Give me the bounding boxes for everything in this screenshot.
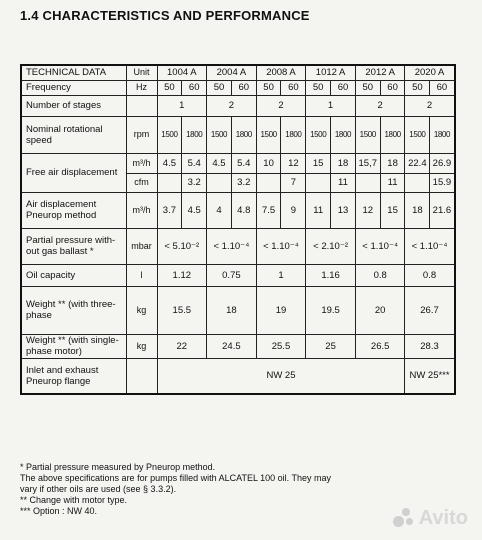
- free-air-cfm: 3.2: [182, 173, 207, 192]
- free-air-value: 15,7: [355, 153, 380, 173]
- header-row-frequency: [21, 80, 455, 95]
- air-disp-value: 4.8: [231, 192, 256, 228]
- watermark-text: Avito: [418, 507, 468, 529]
- model-header: 2012 A: [355, 65, 405, 80]
- watermark-logo-icon: [393, 508, 415, 530]
- free-air-cfm: 15.9: [430, 173, 455, 192]
- free-air-value: 22.4: [405, 153, 430, 173]
- rpm-value: 1800: [182, 116, 207, 153]
- free-air-value: 18: [380, 153, 405, 173]
- model-header: 2004 A: [207, 65, 257, 80]
- free-air-cfm: 7: [281, 173, 306, 192]
- free-air-row-top: [21, 153, 455, 173]
- free-air-value: 5.4: [231, 153, 256, 173]
- footnote: vary if other oils are used (see § 3.3.2).: [20, 484, 177, 494]
- oil-capacity-value: 0.8: [355, 264, 405, 286]
- weight-single-value: 22: [157, 334, 207, 358]
- weight-single-value: 26.5: [355, 334, 405, 358]
- air-disp-value: 4: [207, 192, 232, 228]
- weight-single-value: 28.3: [405, 334, 455, 358]
- free-air-value: 5.4: [182, 153, 207, 173]
- weight-single-value: 24.5: [207, 334, 257, 358]
- free-air-cfm: [355, 173, 380, 192]
- freq-cell: 50: [405, 80, 430, 95]
- free-air-cfm: 11: [331, 173, 356, 192]
- model-header: 1004 A: [157, 65, 207, 80]
- rpm-value: 1500: [157, 116, 182, 153]
- stages-label: Number of stages: [21, 95, 126, 116]
- free-air-value: 18: [331, 153, 356, 173]
- rpm-value: 1500: [306, 116, 331, 153]
- weight-single-phase-row: [21, 334, 455, 358]
- section-title: 1.4 CHARACTERISTICS AND PERFORMANCE: [20, 8, 310, 23]
- stages-value: 2: [207, 95, 257, 116]
- rpm-value: 1800: [380, 116, 405, 153]
- flange-value-option: NW 25***: [405, 358, 455, 394]
- weight-unit: kg: [126, 286, 157, 334]
- weight-three-phase-label: Weight ** (with three-phase: [21, 286, 126, 334]
- air-disp-value: 11: [306, 192, 331, 228]
- partial-pressure-label: Partial pressure with-out gas ballast *: [21, 228, 126, 264]
- frequency-label: Frequency: [21, 80, 126, 95]
- stages-row: [21, 95, 455, 116]
- weight-three-value: 19.5: [306, 286, 356, 334]
- stages-value: 2: [256, 95, 306, 116]
- oil-capacity-value: 0.8: [405, 264, 455, 286]
- free-air-value: 4.5: [207, 153, 232, 173]
- free-air-value: 12: [281, 153, 306, 173]
- rpm-value: 1800: [430, 116, 455, 153]
- weight-single-value: 25.5: [256, 334, 306, 358]
- flange-row: [21, 358, 455, 394]
- freq-cell: 50: [355, 80, 380, 95]
- weight-unit: kg: [126, 334, 157, 358]
- free-air-unit-cfm: cfm: [126, 173, 157, 192]
- footnote: *** Option : NW 40.: [20, 506, 98, 516]
- weight-three-value: 15.5: [157, 286, 207, 334]
- partial-pressure-unit: mbar: [126, 228, 157, 264]
- partial-pressure-value: < 1.10⁻⁴: [355, 228, 405, 264]
- footnote: ** Change with motor type.: [20, 495, 128, 505]
- air-disp-value: 21.6: [430, 192, 455, 228]
- model-header: 1012 A: [306, 65, 356, 80]
- rpm-value: 1800: [231, 116, 256, 153]
- model-header: 2020 A: [405, 65, 455, 80]
- freq-cell: 50: [207, 80, 232, 95]
- air-displacement-unit: m³/h: [126, 192, 157, 228]
- rpm-value: 1500: [405, 116, 430, 153]
- oil-capacity-unit: l: [126, 264, 157, 286]
- header-row-models: [21, 65, 455, 80]
- free-air-cfm: [306, 173, 331, 192]
- stages-value: 1: [157, 95, 207, 116]
- free-air-label: Free air displacement: [21, 153, 126, 192]
- flange-unit: [126, 358, 157, 394]
- frequency-unit: Hz: [126, 80, 157, 95]
- weight-three-value: 20: [355, 286, 405, 334]
- free-air-cfm: [256, 173, 281, 192]
- oil-capacity-value: 1.16: [306, 264, 356, 286]
- stages-unit: [126, 95, 157, 116]
- flange-value: NW 25: [157, 358, 405, 394]
- weight-three-value: 18: [207, 286, 257, 334]
- freq-cell: 60: [430, 80, 455, 95]
- footnote: * Partial pressure measured by Pneurop method.: [20, 462, 216, 472]
- free-air-value: 10: [256, 153, 281, 173]
- air-displacement-row: [21, 192, 455, 228]
- characteristics-table: [20, 64, 456, 395]
- weight-three-value: 19: [256, 286, 306, 334]
- air-disp-value: 9: [281, 192, 306, 228]
- weight-single-value: 25: [306, 334, 356, 358]
- partial-pressure-value: < 2.10⁻²: [306, 228, 356, 264]
- partial-pressure-value: < 5.10⁻²: [157, 228, 207, 264]
- air-disp-value: 4.5: [182, 192, 207, 228]
- rpm-value: 1500: [355, 116, 380, 153]
- oil-capacity-label: Oil capacity: [21, 264, 126, 286]
- stages-value: 1: [306, 95, 356, 116]
- freq-cell: 60: [182, 80, 207, 95]
- free-air-value: 15: [306, 153, 331, 173]
- unit-header: Unit: [126, 65, 157, 80]
- rpm-value: 1800: [281, 116, 306, 153]
- air-disp-value: 18: [405, 192, 430, 228]
- oil-capacity-value: 1.12: [157, 264, 207, 286]
- weight-three-phase-row: [21, 286, 455, 334]
- air-disp-value: 12: [355, 192, 380, 228]
- model-header: 2008 A: [256, 65, 306, 80]
- free-air-cfm: [157, 173, 182, 192]
- footnote: The above specifications are for pumps filled with ALCATEL 100 oil. They may: [20, 473, 331, 483]
- rpm-value: 1500: [207, 116, 232, 153]
- partial-pressure-value: < 1.10⁻⁴: [405, 228, 455, 264]
- stages-value: 2: [405, 95, 455, 116]
- free-air-value: 4.5: [157, 153, 182, 173]
- air-disp-value: 3.7: [157, 192, 182, 228]
- partial-pressure-row: [21, 228, 455, 264]
- weight-single-phase-label: Weight ** (with single-phase motor): [21, 334, 126, 358]
- oil-capacity-value: 1: [256, 264, 306, 286]
- freq-cell: 60: [331, 80, 356, 95]
- watermark: [393, 507, 468, 530]
- freq-cell: 60: [231, 80, 256, 95]
- air-disp-value: 13: [331, 192, 356, 228]
- free-air-cfm: [405, 173, 430, 192]
- freq-cell: 50: [157, 80, 182, 95]
- rpm-value: 1500: [256, 116, 281, 153]
- flange-label: Inlet and exhaust Pneurop flange: [21, 358, 126, 394]
- oil-capacity-value: 0.75: [207, 264, 257, 286]
- rpm-value: 1800: [331, 116, 356, 153]
- rpm-unit: rpm: [126, 116, 157, 153]
- air-disp-value: 15: [380, 192, 405, 228]
- partial-pressure-value: < 1.10⁻⁴: [256, 228, 306, 264]
- freq-cell: 50: [306, 80, 331, 95]
- freq-cell: 60: [380, 80, 405, 95]
- free-air-cfm: [207, 173, 232, 192]
- weight-three-value: 26.7: [405, 286, 455, 334]
- technical-data-label: TECHNICAL DATA: [21, 65, 126, 80]
- free-air-cfm: 11: [380, 173, 405, 192]
- rpm-label: Nominal rotational speed: [21, 116, 126, 153]
- rpm-row: [21, 116, 455, 153]
- freq-cell: 60: [281, 80, 306, 95]
- free-air-value: 26.9: [430, 153, 455, 173]
- partial-pressure-value: < 1.10⁻⁴: [207, 228, 257, 264]
- oil-capacity-row: [21, 264, 455, 286]
- air-disp-value: 7.5: [256, 192, 281, 228]
- air-displacement-label: Air displacement Pneurop method: [21, 192, 126, 228]
- freq-cell: 50: [256, 80, 281, 95]
- stages-value: 2: [355, 95, 405, 116]
- free-air-unit-m3h: m³/h: [126, 153, 157, 173]
- free-air-cfm: 3.2: [231, 173, 256, 192]
